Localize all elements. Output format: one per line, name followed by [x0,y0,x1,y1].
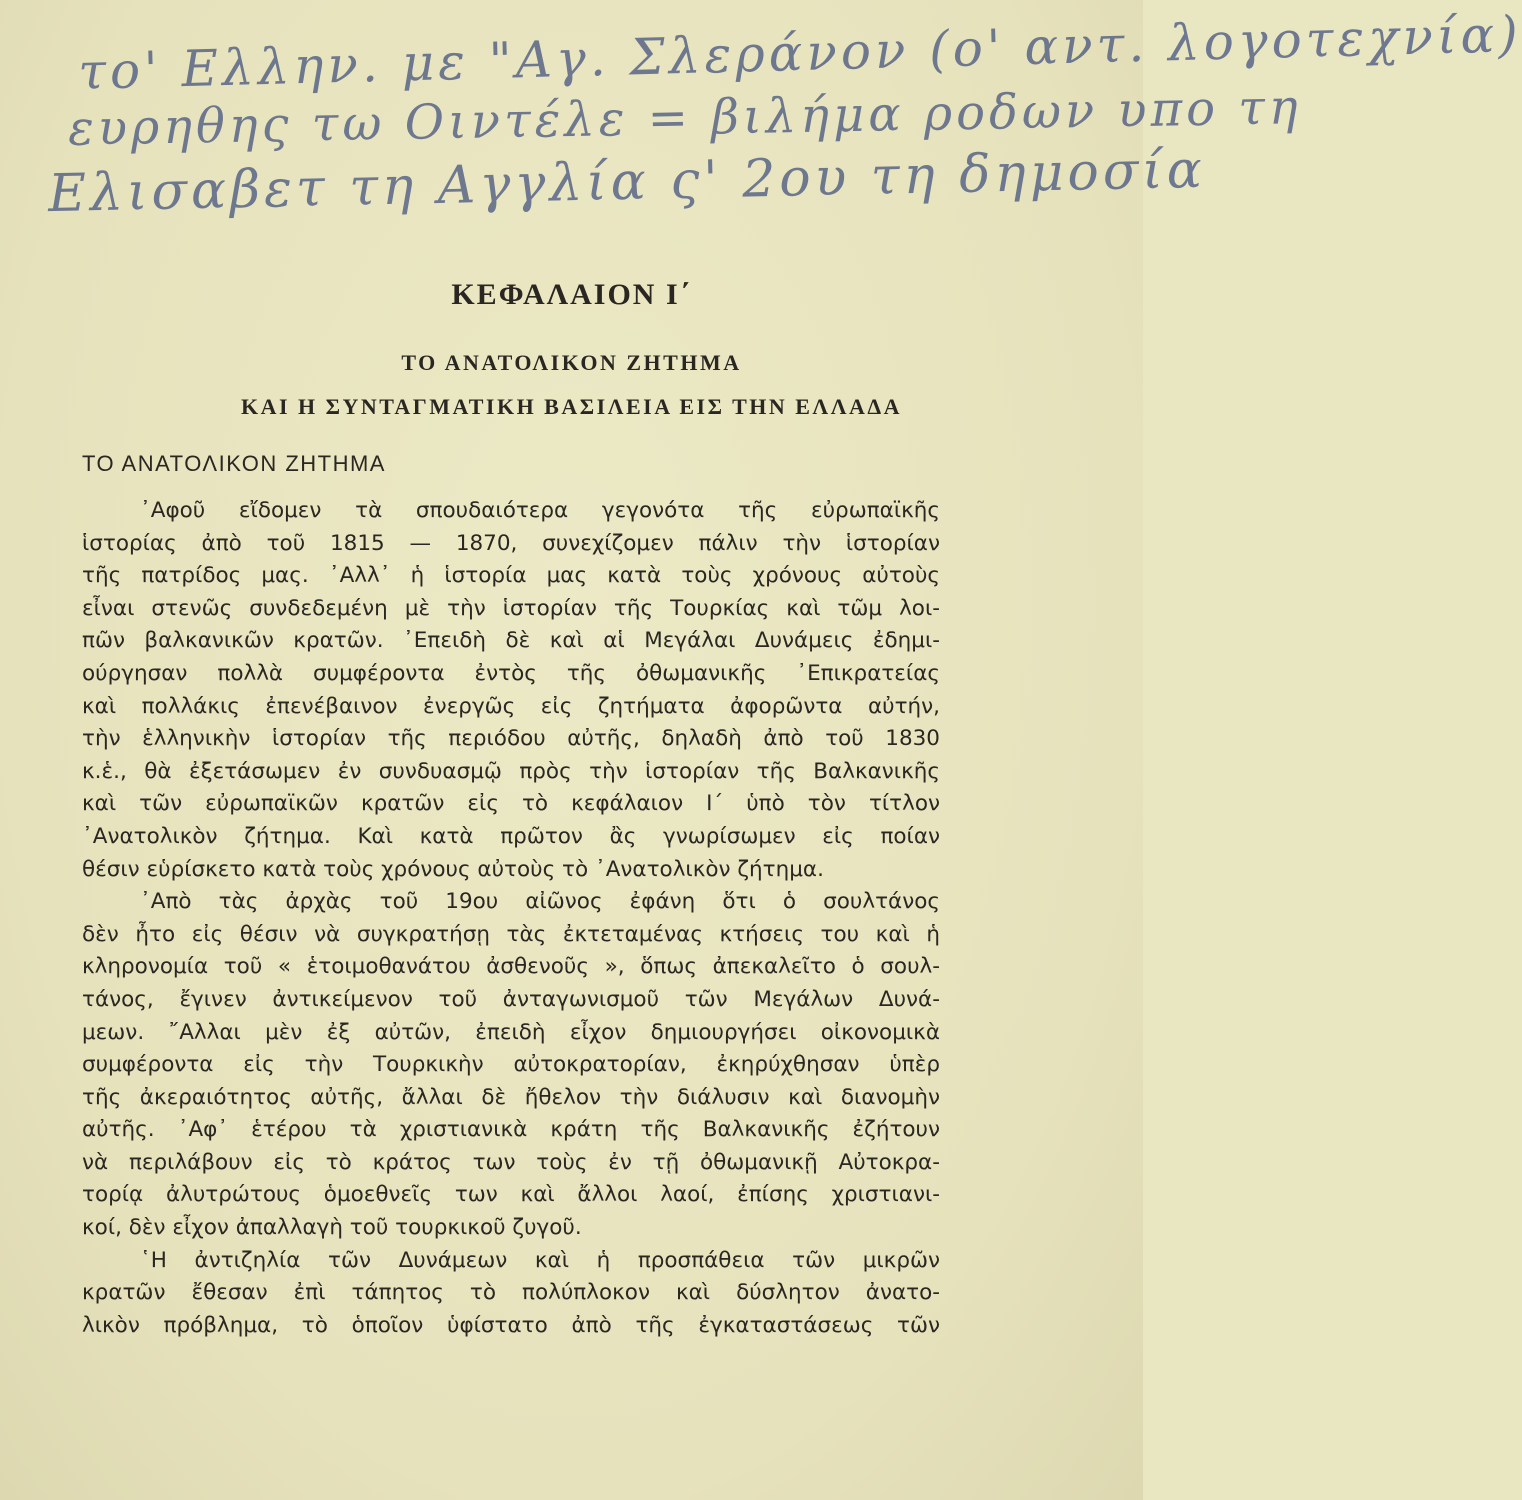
body-line: καὶ πολλάκις ἐπενέβαινον ἐνεργῶς εἰς ζητήματα ἀφορῶντα αὐτήν, [82,693,940,719]
body-line: εἶναι στενῶς συνδεδεμένη μὲ τὴν ἱστορίαν τῆς Τουρκίας καὶ τῶμ λοι- [82,595,940,621]
chapter-subtitle-line-1: ΤΟ ΑΝΑΤΟΛΙΚΟΝ ΖΗΤΗΜΑ [401,350,742,375]
body-line: δὲν ἦτο εἰς θέσιν νὰ συγκρατήσῃ τὰς ἐκτεταμένας κτήσεις του καὶ ἡ [82,921,940,947]
section-heading: ΤΟ ΑΝΑΤΟΛΙΚΟΝ ΖΗΤΗΜΑ [82,451,386,476]
body-line: νὰ περιλάβουν εἰς τὸ κράτος των τοὺς ἐν τῇ ὀθωμανικῇ Αὐτοκρα- [82,1149,940,1175]
body-line: τάνος, ἔγινεν ἀντικείμενον τοῦ ἀνταγωνισμοῦ τῶν Μεγάλων Δυνά- [82,986,940,1012]
body-line: θέσιν εὑρίσκετο κατὰ τοὺς χρόνους αὐτοὺς τὸ ᾿Ανατολικὸν ζήτημα. [82,856,824,882]
body-line: κ.ἑ., θὰ ἐξετάσωμεν ἐν συνδυασμῷ πρὸς τὴν ἱστορίαν τῆς Βαλκανικῆς [82,758,940,784]
chapter-subtitle-line-2: ΚΑΙ Η ΣΥΝΤΑΓΜΑΤΙΚΗ ΒΑΣΙΛΕΙΑ ΕΙΣ ΤΗΝ ΕΛΛΑΔΑ [240,394,903,419]
body-line: καὶ τῶν εὐρωπαϊκῶν κρατῶν εἰς τὸ κεφάλαιον Ι΄ ὑπὸ τὸν τίτλον [82,791,940,817]
body-line: συμφέροντα εἰς τὴν Τουρκικὴν αὐτοκρατορίαν, ἐκηρύχθησαν ὑπὲρ [82,1052,940,1078]
handwritten-line: ευρηθης τω Οιντέλε = βιλήμα ροδων υπο τη [67,79,1303,157]
body-line: κληρονομία τοῦ « ἑτοιμοθανάτου ἀσθενοῦς », ὅπως ἀπεκαλεῖτο ὁ σουλ- [82,954,940,980]
body-line: ἱστορίας ἀπὸ τοῦ 1815 — 1870, συνεχίζομεν πάλιν τὴν ἱστορίαν [82,530,940,556]
body-line: τῆς ἀκεραιότητος αὐτῆς, ἄλλαι δὲ ἤθελον τὴν διάλυσιν καὶ διανομὴν [82,1084,940,1110]
body-line: ᾿Απὸ τὰς ἀρχὰς τοῦ 19ου αἰῶνος ἐφάνη ὅτι ὁ σουλτάνος [140,889,940,915]
body-line: ούργησαν πολλὰ συμφέροντα ἐντὸς τῆς ὀθωμανικῆς ᾿Επικρατείας [82,660,940,686]
handwritten-note [38,5,1522,228]
body-line: κρατῶν ἔθεσαν ἐπὶ τάπητος τὸ πολύπλοκον καὶ δύσλητον ἀνατο- [82,1280,940,1306]
body-line: τῆς πατρίδος μας. ᾿Αλλ᾿ ἡ ἱστορία μας κατὰ τοὺς χρόνους αὐτοὺς [82,563,940,589]
body-line: αὐτῆς. ᾿Αφ᾿ ἑτέρου τὰ χριστιανικὰ κράτη τῆς Βαλκανικῆς ἐζήτουν [82,1117,940,1143]
body-line: τορίᾳ ἀλυτρώτους ὁμοεθνεῖς των καὶ ἄλλοι λαοί, ἐπίσης χριστιανι- [82,1182,940,1208]
body-line: τὴν ἑλληνικὴν ἱστορίαν τῆς περιόδου αὐτῆς, δηλαδὴ ἀπὸ τοῦ 1830 [82,726,940,752]
body-line: μεων. ῎Αλλαι μὲν ἐξ αὐτῶν, ἐπειδὴ εἶχον δημιουργήσει οἰκονομικὰ [82,1019,940,1045]
handwritten-line: Ελισαβετ τη Αγγλία ς' 2ου τη δημοσία [47,139,1207,225]
body-text [82,495,940,1342]
handwritten-line: το' Ελλην. με "Αγ. Σλεράνον (ο' αντ. λογοτεχνία) [77,5,1522,101]
body-line: ῾Η ἀντιζηλία τῶν Δυνάμεων καὶ ἡ προσπάθεια τῶν μικρῶν [140,1247,940,1273]
body-line: λικὸν πρόβλημα, τὸ ὁποῖον ὑφίστατο ἀπὸ τῆς ἐγκαταστάσεως τῶν [82,1312,940,1338]
body-line: πῶν βαλκανικῶν κρατῶν. ᾿Επειδὴ δὲ καὶ αἱ Μεγάλαι Δυνάμεις ἐδημι- [82,628,940,654]
chapter-title: ΚΕΦΑΛΑΙΟΝ Ι΄ [451,278,692,311]
body-line: ᾿Ανατολικὸν ζήτημα. Καὶ κατὰ πρῶτον ἂς γνωρίσωμεν εἰς ποίαν [82,823,940,849]
body-line: κοί, δὲν εἶχον ἀπαλλαγὴ τοῦ τουρκικοῦ ζυγοῦ. [82,1215,582,1241]
body-line: ᾿Αφοῦ εἴδομεν τὰ σπουδαιότερα γεγονότα τῆς εὐρωπαϊκῆς [140,498,940,523]
